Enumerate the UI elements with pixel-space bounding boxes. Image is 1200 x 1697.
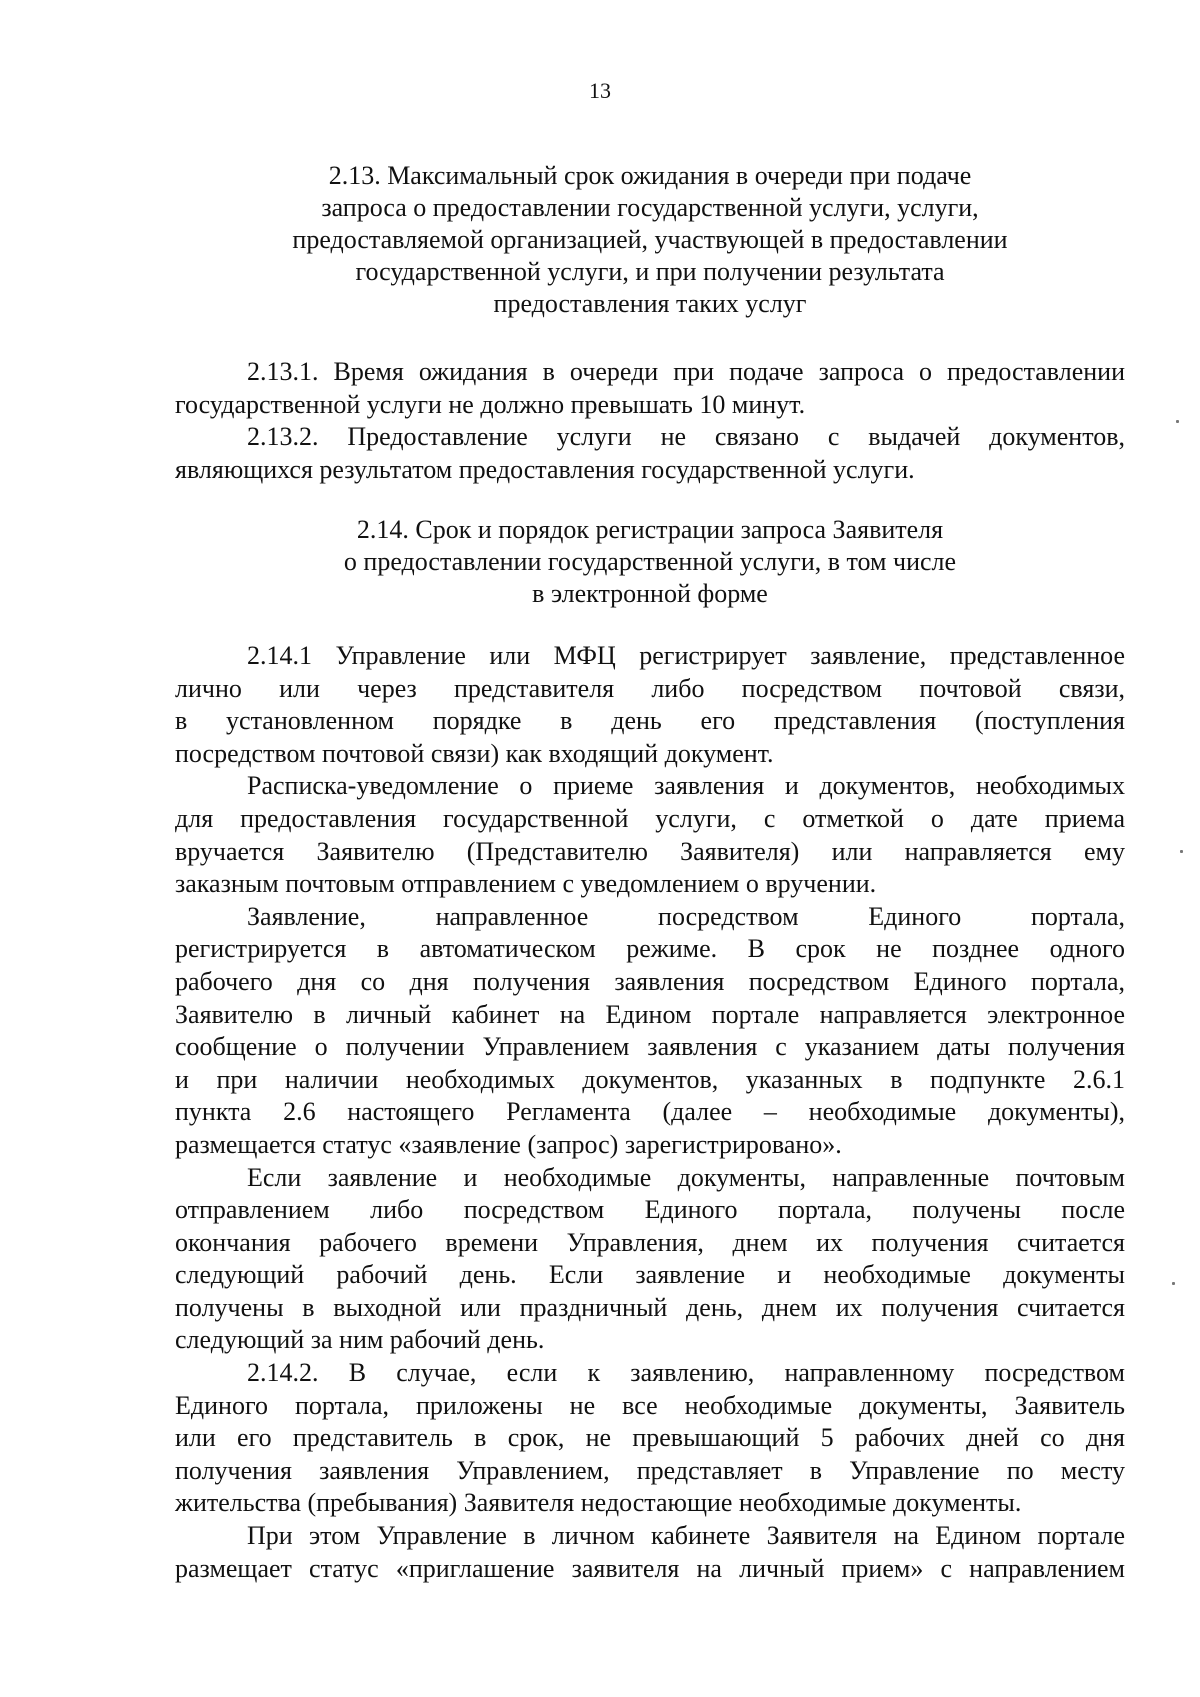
paragraph-line: жительства (пребывания) Заявителя недостающие необходимые документы. [175,1488,1022,1518]
section-2-14-heading [175,514,1125,610]
paragraph-line: и при наличии необходимых документов, указанных в подпункте 2.6.1 [175,1064,1125,1094]
paragraph-line: для предоставления государственной услуги, с отметкой о дате приема [175,803,1125,833]
paragraph-line: следующий за ним рабочий день. [175,1325,545,1355]
scan-speck [1172,1282,1175,1285]
heading-line: о предоставлении государственной услуги, в том числе [343,547,957,576]
paragraph-line: размещается статус «заявление (запрос) зарегистрировано». [175,1129,842,1159]
paragraph-2-13-2 [175,421,1125,486]
heading-line: запроса о предоставлении государственной услуги, услуги, [321,193,979,222]
paragraph-line: 2.14.2. В случае, если к заявлению, направленному посредством [247,1358,1125,1388]
paragraph-line: 2.14.1 Управление или МФЦ регистрирует заявление, представленное [247,641,1125,670]
heading-line: 2.14. Срок и порядок регистрации запроса Заявителя [356,515,944,544]
paragraph-line: окончания рабочего времени Управления, днем их получения считается [175,1227,1125,1257]
paragraph-line: в установленном порядке в день его представления (поступления [175,706,1125,736]
paragraph-line: государственной услуги не должно превышать 10 минут. [175,389,806,419]
paragraph-line: лично или через представителя либо посредством почтовой связи, [175,673,1125,703]
paragraph-line: При этом Управление в личном кабинете Заявителя на Едином портале [247,1521,1125,1551]
scan-speck [1176,420,1179,423]
paragraph-line: размещает статус «приглашение заявителя на личный прием» с направлением [175,1553,1125,1583]
paragraph-line: следующий рабочий день. Если заявление и необходимые документы [175,1260,1125,1290]
paragraph-after-hours [175,1162,1125,1358]
paragraph-line: рабочего дня со дня получения заявления посредством Единого портала, [175,966,1125,996]
paragraph-line: являющихся результатом предоставления государственной услуги. [175,454,915,484]
paragraph-line: Если заявление и необходимые документы, направленные почтовым [247,1162,1125,1192]
section-2-14-body [175,640,1125,1585]
heading-line: государственной услуги, и при получении результата [355,257,945,286]
paragraph-line: посредством почтовой связи) как входящий документ. [175,738,774,768]
paragraph-line: 2.13.2. Предоставление услуги не связано с выдачей документов, [247,422,1125,452]
paragraph-line: Расписка-уведомление о приеме заявления и документов, необходимых [247,771,1125,801]
paragraph-line: или его представитель в срок, не превышающий 5 рабочих дней со дня [175,1423,1125,1453]
paragraph-2-14-1 [175,640,1125,770]
paragraph-receipt-notice [175,770,1125,900]
paragraph-line: получены в выходной или праздничный день, днем их получения считается [175,1292,1125,1322]
paragraph-line: заказным почтовым отправлением с уведомлением о вручении. [175,869,877,899]
paragraph-2-14-2 [175,1357,1125,1520]
paragraph-line: пункта 2.6 настоящего Регламента (далее – необходимые документы), [175,1097,1125,1127]
paragraph-2-13-1 [175,356,1125,421]
paragraph-line: Единого портала, приложены не все необходимые документы, Заявитель [175,1390,1125,1420]
section-2-13-body [175,356,1125,486]
paragraph-line: Заявление, направленное посредством Единого портала, [247,901,1125,931]
heading-line: 2.13. Максимальный срок ожидания в очереди при подаче [328,161,972,190]
heading-line: предоставления таких услуг [493,289,807,318]
paragraph-line: 2.13.1. Время ожидания в очереди при подаче запроса о предоставлении [247,357,1125,386]
scan-speck [1180,850,1183,853]
paragraph-line: вручается Заявителю (Представителю Заявителя) или направляется ему [175,836,1125,866]
heading-line: в электронной форме [532,579,768,608]
section-2-13-heading [175,160,1125,320]
paragraph-line: Заявителю в личный кабинет на Едином портале направляется электронное [175,999,1125,1029]
paragraph-line: получения заявления Управлением, представляет в Управление по месту [175,1455,1125,1485]
heading-line: предоставляемой организацией, участвующей в предоставлении [292,225,1008,254]
paragraph-line: отправлением либо посредством Единого портала, получены после [175,1195,1125,1225]
paragraph-line: регистрируется в автоматическом режиме. В срок не позднее одного [175,934,1125,964]
paragraph-portal-application [175,901,1125,1162]
page-number: 13 [589,78,611,103]
paragraph-line: сообщение о получении Управлением заявления с указанием даты получения [175,1032,1125,1062]
paragraph-invitation-status [175,1520,1125,1585]
